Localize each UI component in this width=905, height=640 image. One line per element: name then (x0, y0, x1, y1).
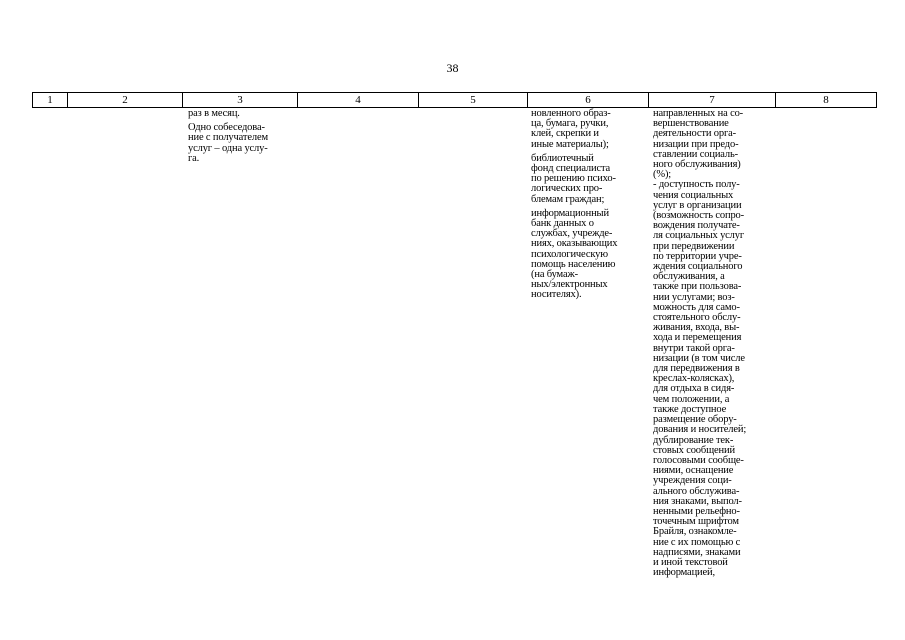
text-line: ния знаками, выпол- (653, 495, 742, 507)
text-line: фонд специалиста (531, 163, 611, 175)
text-line: для отдыха в сидя- (653, 383, 735, 395)
text-line: помощь населению (531, 258, 616, 270)
text-line: чения социальных (653, 189, 734, 201)
text-line: креслах-колясках), (653, 373, 735, 385)
text-line: ненными рельефно- (653, 505, 740, 517)
text-line: стовых сообщений (653, 444, 735, 456)
text-line: обслуживания, а (653, 271, 725, 283)
text-line: хода и перемещения (653, 332, 742, 344)
header-cell-5: 5 (419, 93, 528, 107)
column-7-content (653, 109, 746, 578)
text-line: (на бумаж- (531, 269, 578, 281)
text-line: логических про- (531, 183, 603, 195)
text-line: внутри такой орга- (653, 342, 735, 354)
text-line: новленного образ- (531, 108, 611, 119)
text-line: ждения социального (653, 261, 743, 273)
page-number: 38 (446, 61, 459, 75)
text-line: по решению психо- (531, 173, 616, 185)
text-line: стоятельного обслу- (653, 312, 741, 324)
text-line: информацией, (653, 567, 715, 579)
text-line: ниями, оснащение (653, 465, 734, 477)
header-cell-7: 7 (649, 93, 776, 107)
text-line: направленных на со- (653, 108, 744, 119)
text-line: низации (в том числе (653, 352, 745, 364)
text-line: ние с их помощью с (653, 536, 741, 548)
text-line: живания, входа, вы- (653, 322, 740, 334)
text-line: услуг – одна услу- (188, 142, 268, 154)
text-line: дублирование тек- (653, 434, 734, 446)
text-line: размещение обору- (653, 414, 737, 426)
text-line: ного обслуживания) (653, 159, 741, 171)
text-line: низации при предо- (653, 138, 739, 150)
text-line: ставлении социаль- (653, 148, 738, 160)
text-line: ных/электронных (531, 279, 608, 291)
text-line: (%); (653, 169, 672, 181)
text-line: по территории учре- (653, 250, 742, 262)
text-line: клей, скрепки и (531, 128, 599, 140)
text-line: для передвижения в (653, 363, 740, 375)
text-line: деятельности орга- (653, 128, 736, 140)
text-line: при передвижении (653, 240, 735, 252)
header-cell-2: 2 (68, 93, 183, 107)
text-line: га. (188, 152, 200, 164)
text-line: также доступное (653, 403, 727, 415)
text-line: и иной текстовой (653, 556, 728, 568)
text-line: банк данных о (531, 218, 594, 230)
text-line: информационный (531, 207, 609, 219)
text-line: ние с получателем (188, 132, 268, 144)
text-line: надписями, знаками (653, 546, 741, 558)
text-line: учреждения соци- (653, 475, 732, 487)
header-cell-3: 3 (183, 93, 298, 107)
text-line: Брайля, ознакомле- (653, 526, 737, 538)
text-line: вождения получате- (653, 220, 740, 232)
table-header-row (32, 92, 877, 108)
text-line: носителях). (531, 289, 582, 301)
header-cell-1: 1 (33, 93, 68, 107)
header-cell-6: 6 (528, 93, 649, 107)
text-line: точечным шрифтом (653, 516, 739, 528)
text-line: также при пользова- (653, 281, 742, 293)
text-line: чем положении, а (653, 393, 730, 405)
text-line: голосовыми сообще- (653, 454, 744, 466)
text-line: библиотечный (531, 152, 594, 164)
header-cell-4: 4 (298, 93, 419, 107)
text-line: вершенствование (653, 118, 729, 130)
text-line: блемам граждан; (531, 193, 605, 205)
text-line: (возможность сопро- (653, 210, 744, 222)
text-line: службах, учрежде- (531, 228, 613, 240)
header-cell-8: 8 (823, 94, 829, 106)
text-line: ля социальных услуг (653, 230, 745, 242)
text-line: Одно собеседова- (188, 122, 265, 134)
text-line: иные материалы); (531, 138, 609, 150)
text-line: раз в месяц. (188, 108, 240, 119)
text-line: психологическую (531, 248, 608, 260)
text-line: дования и носителей; (653, 424, 747, 436)
text-line: - доступность полу- (653, 179, 740, 191)
text-line: ца, бумага, ручки, (531, 118, 609, 130)
text-line: можность для само- (653, 301, 740, 313)
text-line: ального обслужива- (653, 485, 740, 497)
column-3-content (188, 109, 268, 164)
text-line: нии услугами; воз- (653, 291, 735, 303)
column-6-content (531, 109, 617, 301)
text-line: ниях, оказывающих (531, 238, 618, 250)
text-line: услуг в организации (653, 199, 742, 211)
